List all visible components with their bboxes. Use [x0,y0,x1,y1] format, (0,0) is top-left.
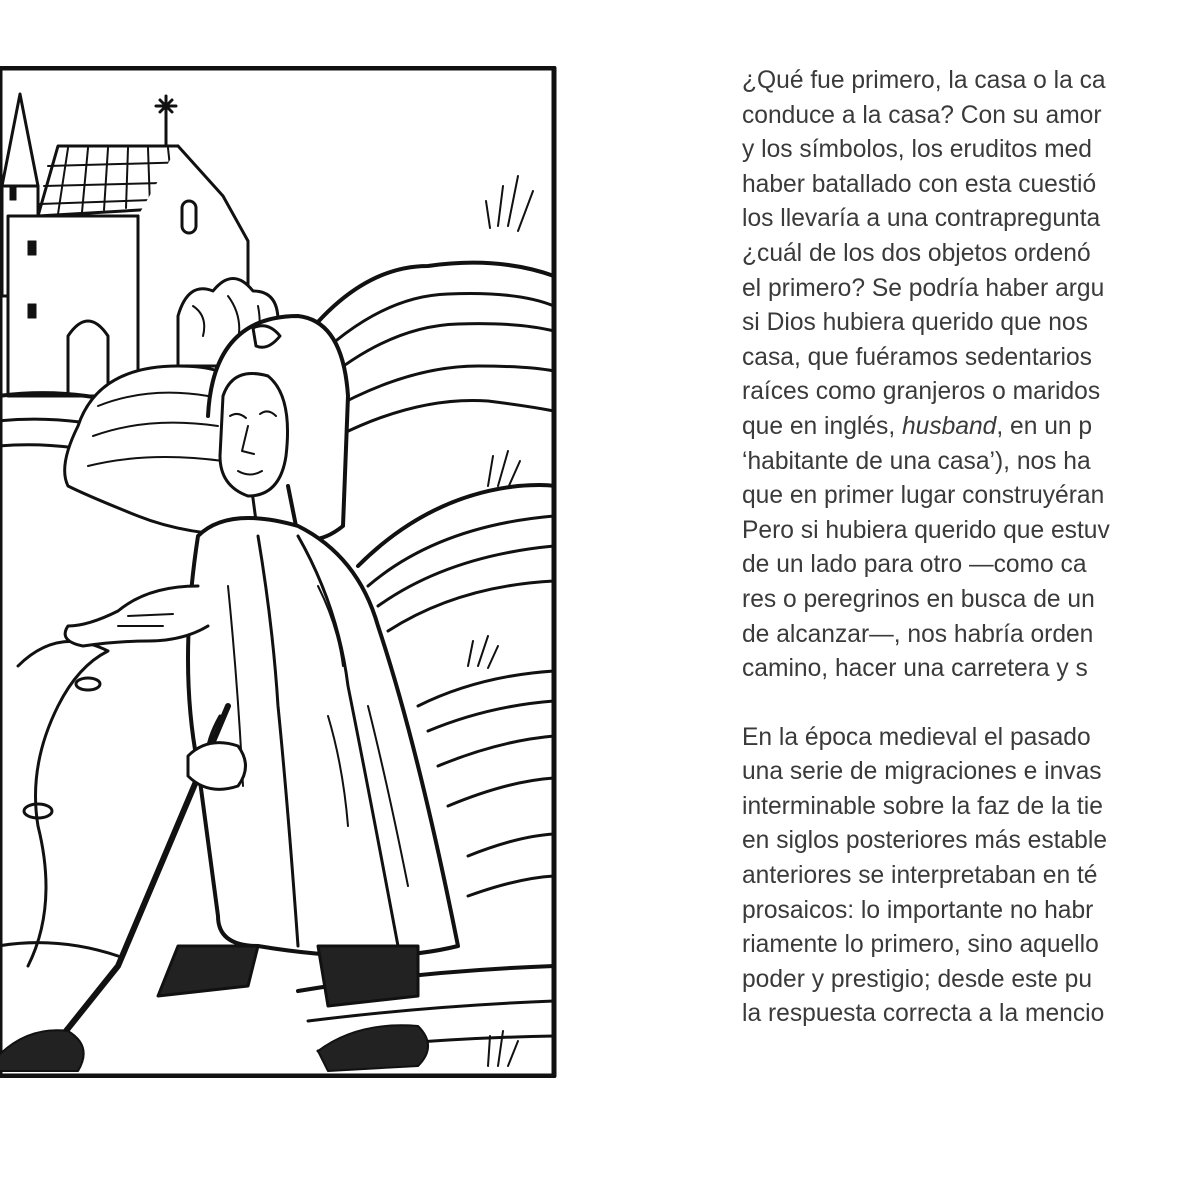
text-segment: prosaicos: lo importante no habr [742,896,1094,924]
paragraph-house-or-road [742,64,1200,687]
text-segment: anteriores se interpretaban en té [742,862,1098,890]
text-segment: de alcanzar—, nos habría orden [742,620,1094,648]
text-line [742,445,1200,480]
text-segment: una serie de migraciones e invas [742,758,1102,786]
text-line [742,375,1200,410]
text-line [742,997,1200,1032]
text-line [742,721,1200,756]
text-line [742,894,1200,929]
text-line [742,410,1200,445]
text-line [742,824,1200,859]
text-line [742,133,1200,168]
text-segment: los llevaría a una contrapregunta [742,205,1101,233]
text-segment: ¿cuál de los dos objetos ordenó [742,239,1091,267]
text-line [742,548,1200,583]
text-line [742,583,1200,618]
text-segment: camino, hacer una carretera y s [742,655,1088,683]
text-segment: y los símbolos, los eruditos med [742,136,1092,164]
text-segment: interminable sobre la faz de la tie [742,792,1103,820]
text-segment: en siglos posteriores más estable [742,827,1107,855]
text-segment: casa, que fuéramos sedentarios [742,343,1092,371]
text-segment: poder y prestigio; desde este pu [742,965,1093,993]
text-segment: ¿Qué fue primero, la casa o la ca [742,67,1106,94]
text-segment: que en primer lugar construyéran [742,482,1105,510]
text-line [742,202,1200,237]
text-line [742,64,1200,99]
text-segment: de un lado para otro —como ca [742,551,1087,579]
text-line [742,859,1200,894]
text-segment: En la época medieval el pasado [742,723,1091,751]
text-segment: ‘habitante de una casa’), nos ha [742,447,1091,475]
italic-term: husband [901,412,997,440]
text-segment: , en un p [996,412,1093,440]
text-line [742,479,1200,514]
text-line [742,272,1200,307]
text-line [742,618,1200,653]
text-segment: la respuesta correcta a la mencio [742,1000,1105,1028]
text-line [742,755,1200,790]
text-line [742,790,1200,825]
text-line [742,928,1200,963]
text-line [742,168,1200,203]
text-line [742,514,1200,549]
paragraph-medieval-past [742,721,1200,1032]
text-segment: si Dios hubiera querido que nos [742,309,1088,337]
text-segment: res o peregrinos en busca de un [742,585,1095,613]
text-segment: haber batallado con esta cuestió [742,170,1097,198]
text-segment: raíces como granjeros o maridos [742,378,1101,406]
text-line [742,237,1200,272]
text-segment: riamente lo primero, sino aquello [742,931,1099,959]
body-text-column [742,64,1200,1104]
text-line [742,306,1200,341]
text-line [742,341,1200,376]
text-segment: Pero si hubiera querido que estuv [742,516,1110,544]
text-line [742,99,1200,134]
text-segment: conduce a la casa? Con su amor [742,101,1102,129]
text-line [742,652,1200,687]
text-line [742,963,1200,998]
woodcut-illustration [0,66,558,1078]
text-segment: que en inglés, [742,412,902,440]
text-segment: el primero? Se podría haber argu [742,274,1105,302]
